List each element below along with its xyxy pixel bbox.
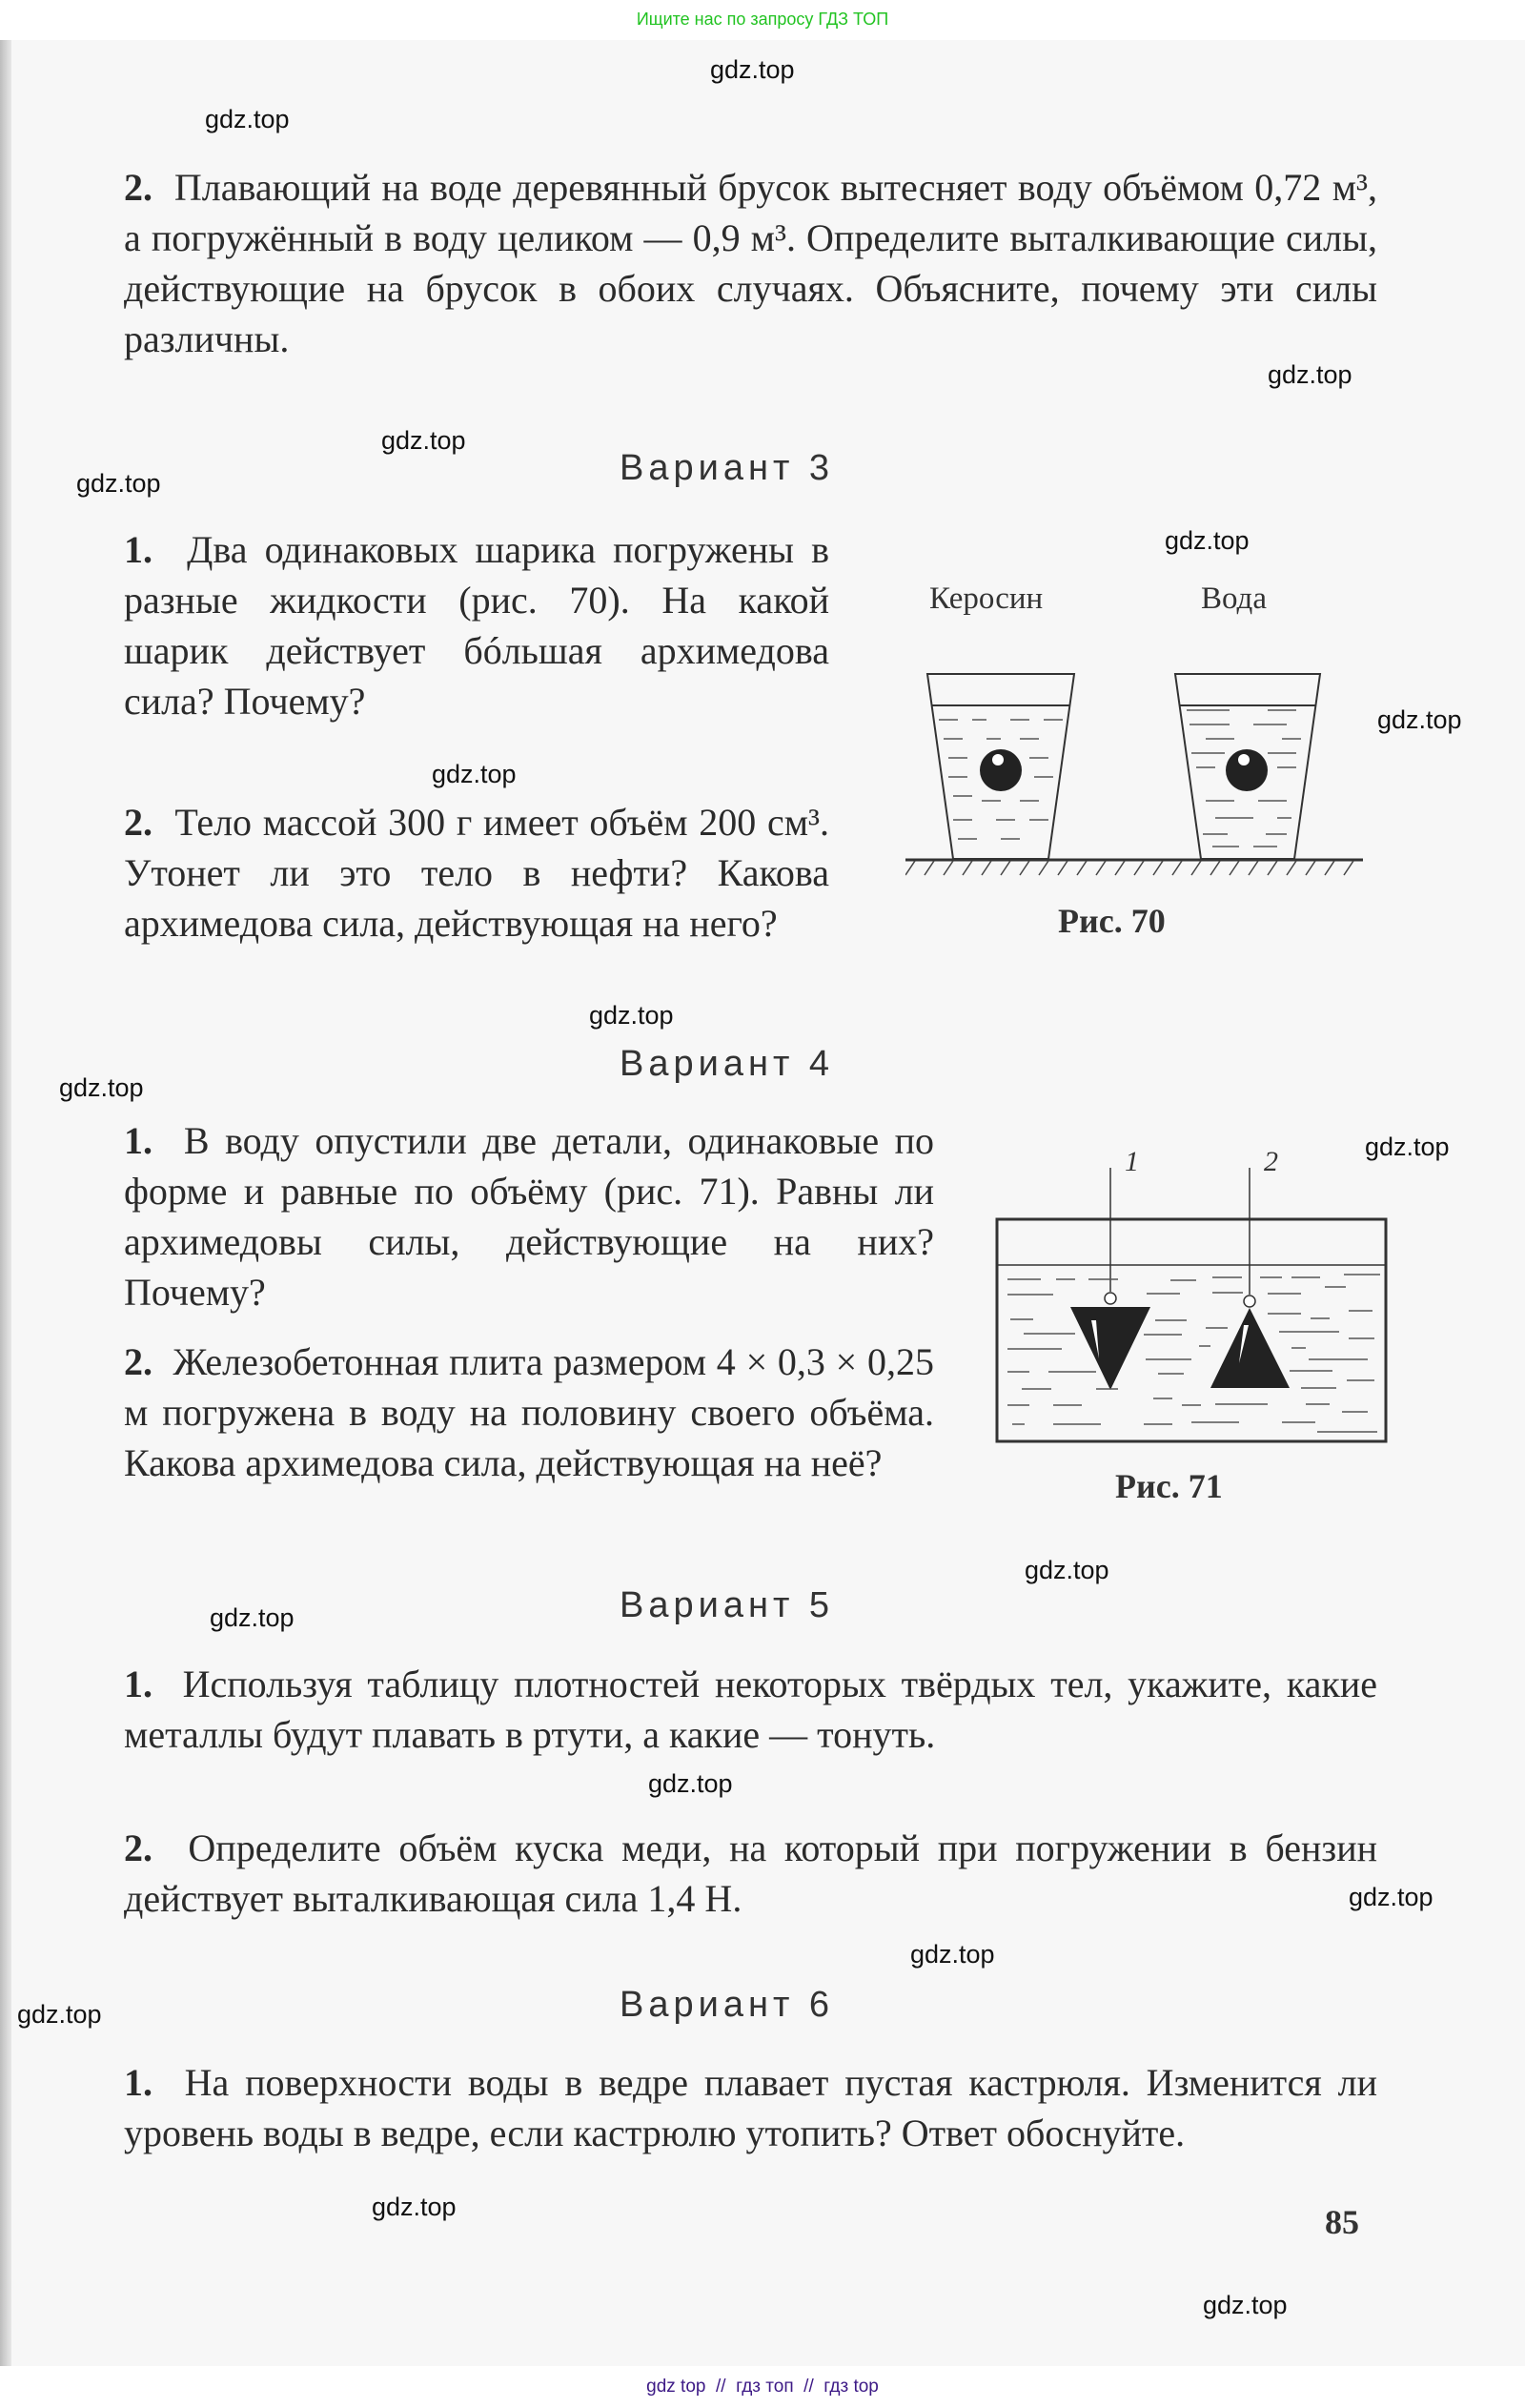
watermark: gdz.top xyxy=(372,2193,457,2221)
task-text: Два одинаковых шарика погружены в разные жидкости (рис. 70). На какой шарик действует бóльшая архимедова сила? Почему? xyxy=(124,528,829,723)
watermark: gdz.top xyxy=(1365,1133,1450,1161)
variant-6-task-1 xyxy=(124,2057,1377,2158)
watermark: gdz.top xyxy=(1025,1556,1109,1584)
task-number: 1. xyxy=(124,1663,152,1705)
task-number: 1. xyxy=(124,2061,152,2104)
label-kerosene: Керосин xyxy=(929,582,1044,616)
variant-4-task-2 xyxy=(124,1337,934,1488)
task-number: 1. xyxy=(124,1119,152,1162)
variant-5-title: Вариант 5 xyxy=(620,1585,835,1625)
bottom-banner xyxy=(0,2368,1525,2408)
watermark: gdz.top xyxy=(17,2000,102,2029)
bottom-banner-text: gdz top // гдз топ // гдз top xyxy=(646,2377,879,2397)
variant-5-task-2 xyxy=(124,1823,1377,1924)
task-text: На поверхности воды в ведре плавает пустая кастрюля. Изменится ли уровень воды в ведре, если кастрюлю утопить? Ответ обоснуйте. xyxy=(124,2061,1378,2154)
variant-3-task-1 xyxy=(124,524,829,726)
task-text: Железобетонная плита размером 4 × 0,3 × 0,25 м погружена в воду на половину своего объёма. Какова архимедова сила, действующая на неё? xyxy=(124,1340,935,1484)
watermark: gdz.top xyxy=(432,760,517,788)
watermark: gdz.top xyxy=(1349,1883,1434,1911)
watermark: gdz.top xyxy=(59,1073,144,1102)
watermark: gdz.top xyxy=(381,426,466,455)
page-number: 85 xyxy=(1325,2203,1359,2241)
watermark: gdz.top xyxy=(1268,360,1352,389)
variant-3-task-2 xyxy=(124,797,829,949)
figure-71-caption: Рис. 71 xyxy=(1115,1467,1223,1505)
label-part-2: 2 xyxy=(1264,1146,1278,1177)
watermark: gdz.top xyxy=(76,469,161,498)
watermark: gdz.top xyxy=(710,55,795,84)
watermark: gdz.top xyxy=(1203,2291,1288,2319)
label-water: Вода xyxy=(1201,582,1267,616)
watermark: gdz.top xyxy=(648,1769,733,1798)
label-part-1: 1 xyxy=(1125,1146,1139,1177)
watermark: gdz.top xyxy=(1165,526,1250,555)
task-text: Определите объём куска меди, на который при погружении в бензин действует выталкивающая сила 1,4 Н. xyxy=(124,1826,1378,1920)
top-banner-text: Ищите нас по запросу ГДЗ ТОП xyxy=(636,10,889,29)
task-text: Тело массой 300 г имеет объём 200 см³. Утонет ли это тело в нефти? Какова архимедова сила, действующая на него? xyxy=(124,801,830,945)
task-number: 1. xyxy=(124,528,152,571)
task-text: В воду опустили две детали, одинаковые по форме и равные по объёму (рис. 71). Равны ли архимедовы силы, действующие на них? Почему? xyxy=(124,1119,934,1314)
figure-71 xyxy=(972,1125,1449,1525)
figure-70-caption: Рис. 70 xyxy=(1058,902,1166,940)
beakers-diagram-icon xyxy=(905,553,1430,896)
variant-4-task-1 xyxy=(124,1115,934,1317)
watermark: gdz.top xyxy=(910,1940,995,1969)
variant-4-title: Вариант 4 xyxy=(620,1044,835,1084)
variant-5-task-1 xyxy=(124,1659,1377,1760)
task-number: 2. xyxy=(124,1340,152,1383)
task-text: Используя таблицу плотностей некоторых твёрдых тел, укажите, какие металлы будут плавать в ртути, а какие — тонуть. xyxy=(124,1663,1377,1756)
task-number: 2. xyxy=(124,801,152,844)
page-binding-edge xyxy=(0,40,11,2366)
submerged-parts-diagram-icon xyxy=(972,1125,1449,1468)
task-number: 2. xyxy=(124,1826,152,1869)
watermark: gdz.top xyxy=(1377,705,1462,734)
variant-6-title: Вариант 6 xyxy=(620,1985,835,2025)
watermark: gdz.top xyxy=(589,1001,674,1030)
variant-3-title: Вариант 3 xyxy=(620,448,835,488)
figure-70 xyxy=(905,553,1430,953)
task-number: 2. xyxy=(124,166,152,209)
task-intro-2 xyxy=(124,162,1377,364)
top-banner xyxy=(0,0,1525,38)
watermark: gdz.top xyxy=(210,1603,295,1632)
watermark: gdz.top xyxy=(205,105,290,133)
task-text: Плавающий на воде деревянный брусок вытесняет воду объёмом 0,72 м³, а погружённый в воду целиком — 0,9 м³. Определите выталкивающие силы, действующие на брусок в обоих случаях. Объясните, почему эти силы различны. xyxy=(124,166,1378,360)
